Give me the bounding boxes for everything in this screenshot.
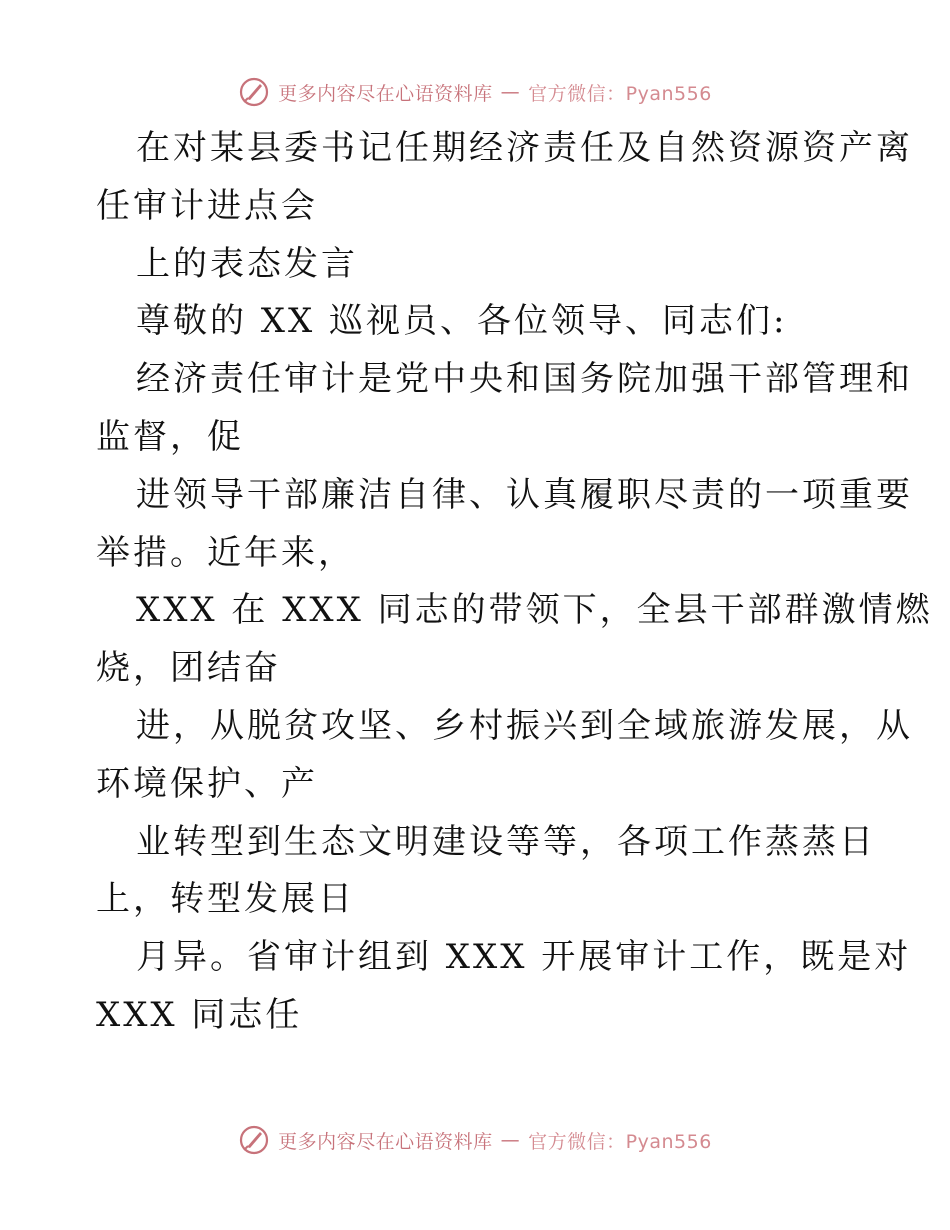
watermark-text: 更多内容尽在心语资料库 [278, 82, 493, 105]
document-line: 烧，团结奋 [96, 648, 281, 689]
document-line: XXX 同志任 [96, 994, 303, 1035]
document-line: 上的表态发言 [136, 243, 358, 284]
watermark-text: 更多内容尽在心语资料库 [278, 1130, 493, 1153]
feather-pen-logo-icon [238, 76, 270, 108]
document-line: 经济责任审计是党中央和国务院加强干部管理和 [136, 359, 913, 400]
document-line: 业转型到生态文明建设等等，各项工作蒸蒸日 [136, 821, 876, 862]
document-line: XXX 在 XXX 同志的带领下，全县干部群激情燃 [136, 590, 933, 631]
watermark-suffix: 官方微信：Pyan556 [528, 1130, 712, 1153]
document-line: 进，从脱贫攻坚、乡村振兴到全域旅游发展，从 [136, 705, 913, 746]
document-line: 尊敬的 XX 巡视员、各位领导、同志们: [136, 301, 788, 342]
document-line: 月异。省审计组到 XXX 开展审计工作，既是对 [136, 937, 912, 978]
document-line: 任审计进点会 [96, 185, 318, 226]
watermark-suffix: 官方微信：Pyan556 [528, 82, 712, 105]
watermark-separator: — [500, 81, 521, 103]
document-line: 监督，促 [96, 416, 244, 457]
feather-pen-logo-icon [238, 1124, 270, 1156]
footer-watermark [0, 1120, 950, 1160]
document-line: 环境保护、产 [96, 763, 318, 804]
watermark-separator: — [500, 1129, 521, 1151]
document-body [96, 120, 933, 1045]
document-line: 在对某县委书记任期经济责任及自然资源资产离 [136, 128, 913, 168]
header-watermark [0, 72, 950, 112]
document-line: 举措。近年来， [96, 532, 355, 573]
document-line: 上，转型发展日 [96, 879, 355, 920]
document-line: 进领导干部廉洁自律、认真履职尽责的一项重要 [136, 474, 913, 515]
